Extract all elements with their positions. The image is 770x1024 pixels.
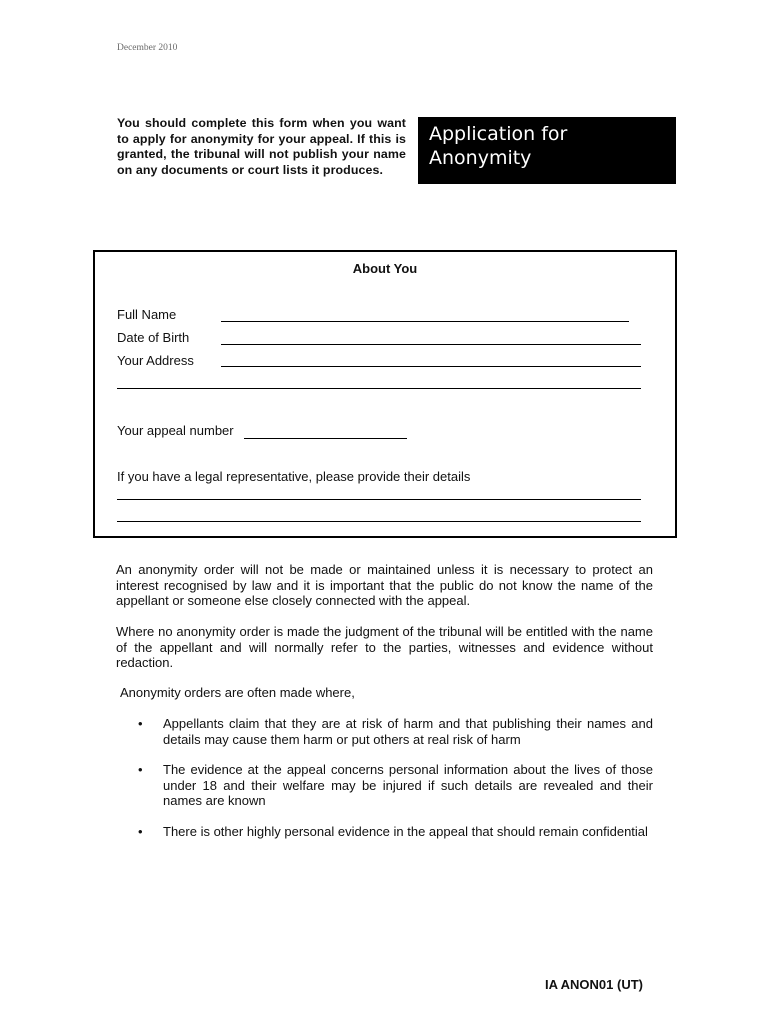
- bullet-item-2: The evidence at the appeal concerns personal information about the lives of those under 18 and their welfare may be injured if such details are revealed and their names are known: [163, 762, 653, 809]
- full-name-field[interactable]: [221, 321, 629, 322]
- bullet-item-1: Appellants claim that they are at risk of harm and that publishing their names and details may cause them harm or put others at real risk of harm: [163, 716, 653, 747]
- document-date: December 2010: [117, 43, 178, 53]
- address-label: Your Address: [117, 353, 194, 368]
- date-of-birth-label: Date of Birth: [117, 330, 190, 345]
- legal-rep-field-line-2[interactable]: [117, 521, 641, 522]
- form-title-line-2: Anonymity: [429, 147, 532, 169]
- legal-rep-label: If you have a legal representative, please provide their details: [117, 469, 471, 484]
- appeal-number-field[interactable]: [244, 438, 407, 439]
- bullet-icon: •: [138, 824, 143, 839]
- paragraph-2: Where no anonymity order is made the judgment of the tribunal will be entitled with the name of the appellant and will normally refer to the parties, witnesses and evidence without redaction.: [116, 624, 653, 671]
- full-name-label: Full Name: [117, 307, 177, 322]
- bullet-icon: •: [138, 762, 143, 777]
- bullet-icon: •: [138, 716, 143, 731]
- form-title-box: [418, 117, 676, 184]
- address-field[interactable]: [221, 366, 641, 367]
- date-of-birth-field[interactable]: [221, 344, 641, 345]
- about-you-heading: About You: [352, 261, 418, 276]
- legal-rep-field-line-1[interactable]: [117, 499, 641, 500]
- form-title-line-1: Application for: [429, 123, 568, 145]
- bullet-item-3: There is other highly personal evidence in the appeal that should remain confidential: [163, 824, 648, 839]
- appeal-number-label: Your appeal number: [117, 423, 234, 438]
- form-code: IA ANON01 (UT): [545, 977, 643, 992]
- paragraph-3: Anonymity orders are often made where,: [120, 685, 355, 700]
- intro-text: You should complete this form when you want to apply for anonymity for your appeal. If this is granted, the tribunal will not publish your name on any documents or court lists it produces.: [117, 116, 406, 177]
- address-field-line-2[interactable]: [117, 388, 641, 389]
- paragraph-1: An anonymity order will not be made or maintained unless it is necessary to protect an interest recognised by law and it is important that the public do not know the name of the appellant or someone else closely connected with the appeal.: [116, 562, 653, 609]
- about-you-section: [93, 250, 677, 538]
